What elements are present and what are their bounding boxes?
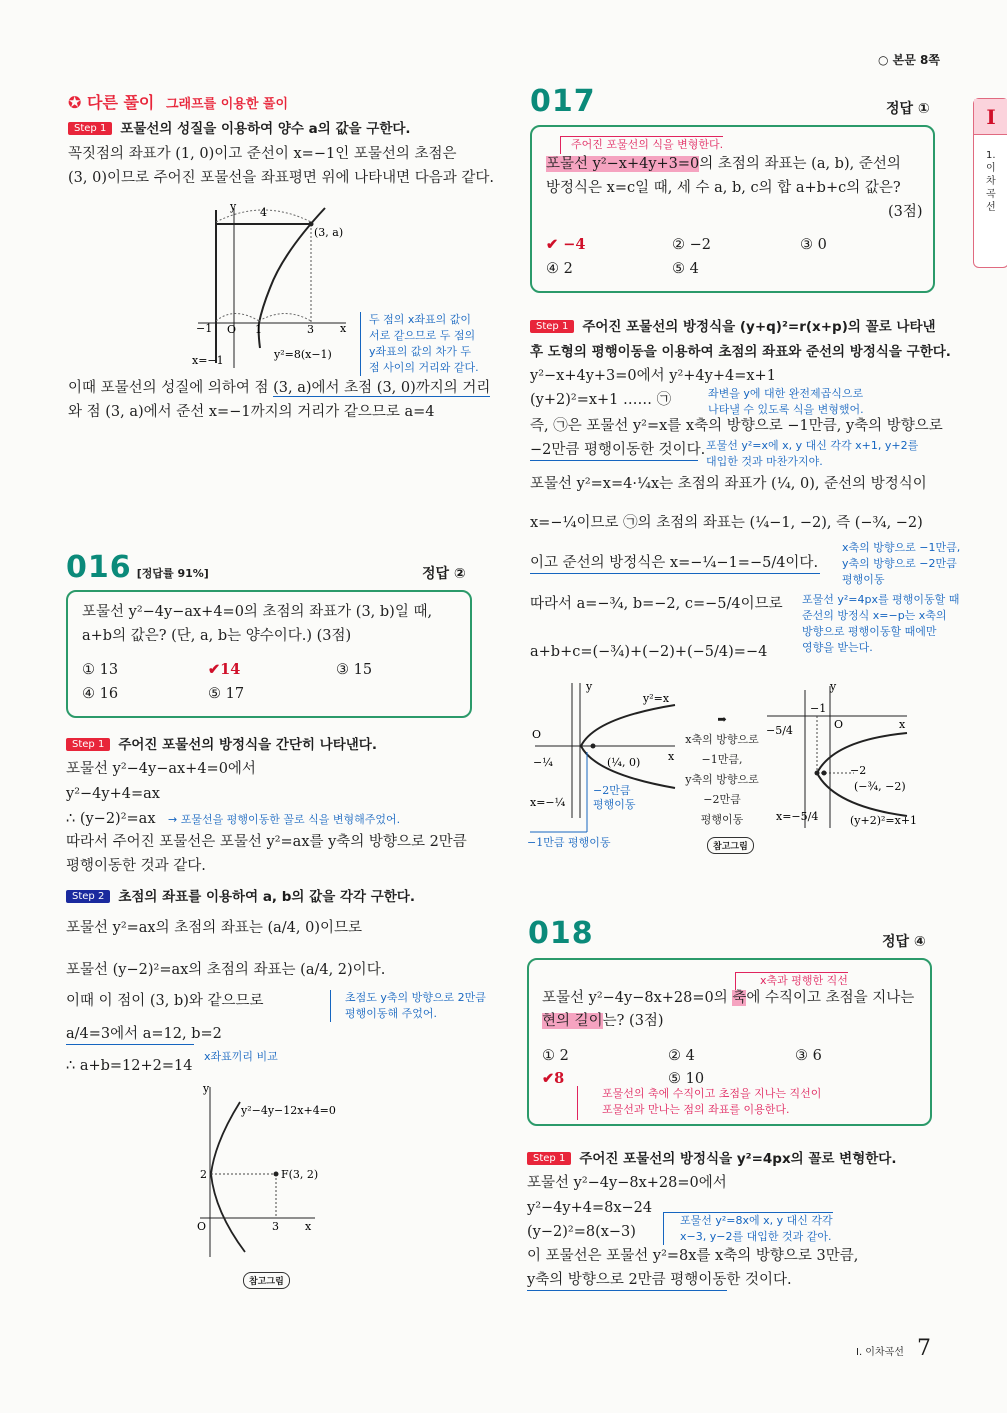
note-line: 점 사이의 거리와 같다. [369, 361, 479, 374]
text-line: a/4=3에서 a=12, b=2 [66, 1024, 194, 1045]
annotation [706, 438, 918, 470]
step-text: 주어진 포물선의 방정식을 간단히 나타낸다. [118, 737, 377, 753]
focus-label: (¼, 0) [607, 756, 641, 769]
origin-label: O [834, 718, 844, 731]
p016-step2 [66, 885, 415, 905]
tick-label: 2 [200, 1168, 207, 1181]
question-line [542, 1011, 664, 1031]
text-line: a+b+c=(−¾)+(−2)+(−5/4)=−4 [530, 644, 768, 660]
choice-3[interactable]: ③ 0 [800, 237, 827, 253]
problem-016-header [66, 550, 209, 585]
arrow-right-icon: ➡ [717, 713, 727, 726]
underlined-text: (3, a)에서 초점 (3, 0)까지의 거리 [273, 380, 491, 396]
text-line: 평행이동 [700, 813, 744, 826]
p017-graph-shifted [762, 678, 937, 838]
choice-3[interactable]: ③ 6 [795, 1048, 822, 1064]
tick-label: −5/4 [766, 724, 793, 737]
equation-label: y²−4y−12x+4=0 [241, 1104, 336, 1117]
text-line: 포물선 y²−4y−ax+4=0에서 [66, 761, 256, 777]
annotation [663, 1212, 833, 1245]
note-line: 영향을 받는다. [802, 641, 873, 654]
note-line: 포물선 y²=8x에 x, y 대신 각각 [680, 1214, 833, 1227]
y-label: y [230, 200, 237, 213]
x-label: x [668, 750, 675, 763]
tick-label: −2 [850, 764, 867, 777]
text-line: 따라서 a=−¾, b=−2, c=−5/4이므로 [530, 596, 783, 612]
focus-point [822, 771, 827, 776]
origin-label: O [532, 728, 542, 741]
highlighted-text: 현의 길이 [542, 1013, 603, 1029]
equation-label: (y+2)²=x+1 [850, 814, 918, 827]
transform-description [682, 710, 762, 830]
step-badge: Step 1 [66, 738, 110, 751]
note-line: 서로 같으므로 두 점의 [369, 329, 476, 342]
step-badge: Step 1 [530, 320, 574, 333]
text-part: 의 초점의 좌표는 (a, b), 준선의 [699, 156, 901, 172]
p016-step1 [66, 733, 377, 753]
note-line: y좌표의 값의 차가 두 [369, 345, 472, 358]
step-text: 주어진 포물선의 방정식을 (y+q)²=r(x+p)의 꼴로 나타낸 [582, 319, 936, 335]
reference-figure-label: 참고그림 [707, 837, 754, 854]
directrix-label: x=−5/4 [776, 810, 819, 823]
annotation: → 포물선을 평행이동한 꼴로 식을 변형해주었어. [168, 813, 401, 826]
directrix-label: x=−1 [192, 354, 224, 367]
text-line: y축의 방향으로 2만큼 평행이동한 것이다. [527, 1270, 727, 1291]
note-line: 평행이동 [842, 573, 885, 586]
text-line: 이때 이 점이 (3, b)와 같으므로 [66, 993, 264, 1009]
question-line [546, 154, 901, 174]
text-line: ∴ (y−2)²=ax [66, 811, 156, 827]
chapter-roman: I [974, 99, 1007, 135]
origin-label: O [197, 1220, 207, 1233]
note-line: 대입한 것과 마찬가지야. [706, 455, 823, 468]
equation-label: y²=8(x−1) [274, 348, 332, 361]
choice-1[interactable]: ① 2 [542, 1048, 569, 1064]
text-line: −2만큼 평행이동한 것이다. [530, 440, 698, 461]
alt-note [360, 312, 479, 376]
tick-label: −1 [810, 702, 827, 715]
annotation [330, 990, 486, 1022]
note-line: 포물선 y²=4px를 평행이동할 때 [802, 593, 960, 606]
text-line: (3, 0)이므로 주어진 포물선을 좌표평면 위에 나타내면 다음과 같다. [68, 170, 495, 186]
step-text: 포물선의 성질을 이용하여 양수 a의 값을 구한다. [120, 121, 411, 137]
note-line: 준선의 방정식 x=−p는 x축의 [802, 609, 947, 622]
question-line: a+b의 값은? (단, a, b는 양수이다.) (3점) [82, 628, 352, 644]
note-line: 두 점의 x좌표의 값이 [369, 313, 472, 326]
focus-label: (−¾, −2) [854, 780, 906, 793]
problem-number: 018 [528, 916, 594, 951]
text-line: x=−¼이므로 ㉠의 초점의 좌표는 (¼−1, −2), 즉 (−¾, −2) [530, 515, 923, 531]
point-3-a [309, 222, 314, 227]
note-line: 방향으로 평행이동할 때에만 [802, 625, 937, 638]
tick-label: 3 [272, 1220, 279, 1233]
tick-label: −1 [196, 322, 213, 335]
note-line: 나타낼 수 있도록 식을 변형했어. [708, 403, 864, 416]
text-line: 포물선 (y−2)²=ax의 초점의 좌표는 (a/4, 2)이다. [66, 962, 386, 978]
text-line: y²−4y+4=8x−24 [527, 1200, 653, 1216]
question-line: 포물선 y²−4y−ax+4=0의 초점의 좌표가 (3, b)일 때, [82, 604, 433, 620]
parabola-curve [211, 1102, 245, 1252]
y-label: y [830, 680, 837, 693]
focus-label: F(3, 2) [281, 1168, 319, 1181]
shift-label: −2만큼 [593, 784, 631, 797]
page-number: 7 [917, 1336, 932, 1361]
text-line: 이 포물선은 포물선 y²=8x를 x축의 방향으로 3만큼, [527, 1248, 859, 1264]
question-line: 방정식은 x=c일 때, 세 수 a, b, c의 합 a+b+c의 값은? [546, 180, 901, 196]
equation-label: y²=x [643, 692, 670, 705]
annotation [802, 592, 959, 656]
text-line: 포물선 y²=x=4·¼x는 초점의 좌표가 (¼, 0), 준선의 방정식이 [530, 476, 927, 492]
text-part: 는? (3점) [602, 1013, 664, 1029]
focus-point [591, 744, 596, 749]
chapter-label: 1. 이차곡선 [986, 150, 996, 213]
note-line: 포물선 y²=x에 x, y 대신 각각 x+1, y+2를 [706, 439, 919, 452]
text-line: 포물선 y²−4y−8x+28=0에서 [527, 1175, 727, 1191]
choice-1-checked[interactable]: ✔ −4 [546, 236, 586, 253]
text-line: ∴ a+b=12+2=14 [66, 1058, 193, 1074]
points-label: (3점) [888, 204, 923, 220]
text-line: 이고 준선의 방정식은 x=−¼−1=−5/4이다. [530, 553, 820, 574]
highlighted-text: 축 [732, 990, 747, 1006]
choice-4-checked[interactable]: ✔8 [542, 1070, 565, 1087]
note-line: y축의 방향으로 −2만큼 [842, 557, 957, 570]
choice-5[interactable]: ⑤ 4 [672, 261, 699, 277]
text-line: 평행이동한 것과 같다. [66, 858, 206, 874]
answer-label: 정답 ① [886, 101, 930, 117]
note-line: 좌변을 y에 대한 완전제곱식으로 [708, 387, 864, 400]
text-line: −1만큼, [701, 753, 743, 766]
reference-figure-label: 참고그림 [243, 1272, 290, 1289]
graph-mark [815, 771, 820, 776]
y-label: y [586, 680, 593, 693]
text-line: x축의 방향으로 [685, 733, 759, 746]
text-line: 따라서 주어진 포물선은 포물선 y²=ax를 y축의 방향으로 2만큼 [66, 834, 467, 850]
alt-graph [188, 198, 358, 373]
p018-step1 [527, 1147, 896, 1167]
alt-step1 [68, 117, 411, 137]
p016-graph [195, 1082, 360, 1272]
text-line: (y+2)²=x+1 …… ㉠ [530, 392, 672, 408]
note-line: x−3, y−2를 대입한 것과 같아. [680, 1230, 832, 1243]
annotation: x좌표끼리 비교 [204, 1050, 278, 1063]
page-reference [878, 51, 940, 68]
choice-2-checked[interactable]: ✔14 [208, 661, 241, 678]
text-line: 와 점 (3, a)에서 준선 x=−1까지의 거리가 같으므로 a=4 [68, 404, 435, 420]
point-label: (3, a) [314, 226, 344, 239]
tick-label: −¼ [533, 756, 553, 769]
choice-5[interactable]: ⑤ 17 [208, 686, 245, 702]
focus-point [274, 1172, 279, 1177]
distance-4-label: 4 [260, 206, 267, 219]
x-label: x [899, 718, 906, 731]
correct-rate: [정답률 91%] [136, 567, 209, 580]
origin-label: O [227, 323, 237, 336]
text-part: 이때 포물선의 성질에 의하여 점 [68, 380, 274, 396]
problem-number: 017 [530, 84, 596, 119]
text-part: 에 수직이고 초점을 지나는 [746, 990, 915, 1006]
p017-graph-original [525, 678, 685, 853]
chapter-side-tab[interactable] [973, 98, 1007, 268]
note-line: 포물선의 축에 수직이고 초점을 지나는 직선이 [602, 1087, 822, 1100]
text-line: 포물선 y²=ax의 초점의 좌표는 (a/4, 0)이므로 [66, 920, 363, 936]
step-badge: Step 1 [527, 1152, 571, 1165]
text-line: y²−x+4y+3=0에서 y²+4y+4=x+1 [530, 368, 776, 384]
hint-annotation: x축과 평행한 직선 [735, 972, 848, 990]
step-badge: Step 1 [68, 122, 112, 135]
choice-2[interactable]: ② −2 [672, 237, 711, 253]
choice-4[interactable]: ④ 2 [546, 261, 573, 277]
text-part: 포물선 y²−4y−8x+28=0의 [542, 990, 733, 1006]
x-label: x [305, 1220, 312, 1233]
text-line: −2만큼 [703, 793, 741, 806]
choice-4[interactable]: ④ 16 [82, 686, 119, 702]
alt-title: 다른 풀이 [86, 93, 155, 112]
note-line: 포물선과 만나는 점의 좌표를 이용한다. [602, 1103, 790, 1116]
problem-number: 016 [66, 550, 132, 585]
note-line: x축의 방향으로 −1만큼, [842, 541, 961, 554]
alt-subtitle: 그래프를 이용한 풀이 [165, 97, 289, 112]
text-line: (y−2)²=8(x−3) [527, 1224, 636, 1240]
choice-1[interactable]: ① 13 [82, 662, 119, 678]
hint-annotation [577, 1086, 821, 1120]
note-line: 초점도 y축의 방향으로 2만큼 [345, 991, 486, 1004]
text-line: y²−4y+4=ax [66, 786, 160, 802]
answer-label: 정답 ② [422, 566, 466, 582]
shift-label: 평행이동 [593, 798, 636, 811]
y-label: y [203, 1082, 210, 1095]
shift-label: −1만큼 평행이동 [527, 836, 611, 849]
choice-3[interactable]: ③ 15 [336, 662, 373, 678]
footer-chapter: I. 이차곡선 [856, 1347, 904, 1358]
tick-label: 1 [255, 323, 262, 336]
note-line: 평행이동해 주었어. [345, 1007, 438, 1020]
question-line [542, 988, 914, 1008]
x-label: x [340, 322, 347, 335]
choice-5[interactable]: ⑤ 10 [668, 1071, 705, 1087]
circle-icon: ○ [878, 53, 893, 67]
p017-step1 [530, 315, 936, 335]
text-line: y축의 방향으로 [685, 773, 759, 786]
highlighted-text: 포물선 y²−x+4y+3=0 [546, 156, 700, 172]
tick-label: 3 [307, 323, 314, 336]
answer-label: 정답 ④ [882, 934, 926, 950]
alt-solution-heading: ✪ 다른 풀이 그래프를 이용한 풀이 [68, 93, 289, 112]
text-line [68, 378, 490, 398]
text-line: 즉, ㉠은 포물선 y²=x를 x축의 방향으로 −1만큼, y축의 방향으로 [530, 418, 943, 434]
page-footer [856, 1336, 931, 1361]
page-ref-text: 본문 8쪽 [892, 53, 940, 67]
annotation [842, 540, 960, 588]
annotation [708, 386, 864, 418]
hint-annotation: 주어진 포물선의 식을 변형한다. [560, 136, 723, 154]
choice-2[interactable]: ② 4 [668, 1048, 695, 1064]
step-text: 주어진 포물선의 방정식을 y²=4px의 꼴로 변형한다. [579, 1151, 897, 1167]
step-text: 초점의 좌표를 이용하여 a, b의 값을 각각 구한다. [118, 889, 415, 905]
directrix-label: x=−¼ [530, 796, 566, 809]
step-text: 후 도형의 평행이동을 이용하여 초점의 좌표와 준선의 방정식을 구한다. [530, 344, 951, 360]
step-badge: Step 2 [66, 890, 110, 903]
text-line: 꼭짓점의 좌표가 (1, 0)이고 준선이 x=−1인 포물선의 초점은 [68, 146, 457, 162]
